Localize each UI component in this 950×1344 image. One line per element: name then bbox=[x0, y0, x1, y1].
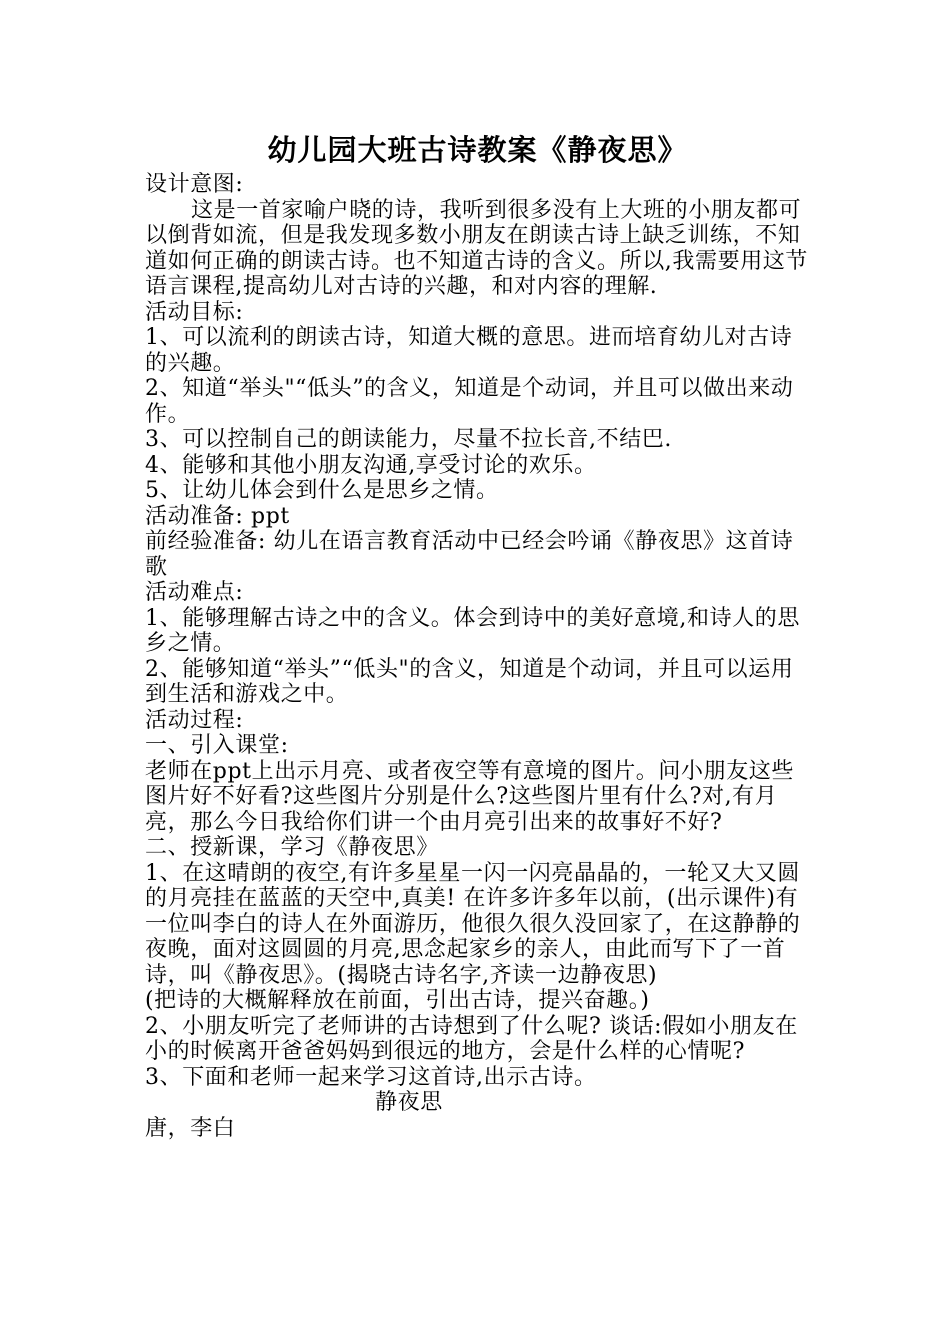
difficulty-item: 1、能够理解古诗之中的含义。体会到诗中的美好意境,和诗人的思乡之情。 bbox=[145, 605, 800, 656]
section-heading-difficulties: 活动难点: bbox=[145, 580, 244, 605]
goal-item: 5、让幼儿体会到什么是思乡之情。 bbox=[145, 478, 499, 503]
poem-title: 静夜思 bbox=[375, 1090, 443, 1115]
section-heading-design-intent: 设计意图: bbox=[145, 172, 244, 197]
poem-author: 唐，李白 bbox=[145, 1115, 236, 1141]
process-step-heading: 一、引入课堂: bbox=[145, 733, 289, 758]
process-step-heading: 二、授新课，学习《静夜思》 bbox=[145, 835, 439, 860]
document-title: 幼儿园大班古诗教案《静夜思》 bbox=[267, 133, 688, 167]
section-prior-experience: 前经验准备: 幼儿在语言教育活动中已经会吟诵《静夜思》这首诗歌 bbox=[145, 529, 794, 580]
process-paragraph: 2、小朋友听完了老师讲的古诗想到了什么呢? 谈话:假如小朋友在小的时候离开爸爸妈妈到很远的地方，会是什么样的心情呢? bbox=[145, 1013, 798, 1064]
paragraph-design-intent: 这是一首家喻户晓的诗，我听到很多没有上大班的小朋友都可以倒背如流，但是我发现多数小朋友在朗读古诗上缺乏训练，不知道如何正确的朗读古诗。也不知道古诗的含义。所以,我需要用这节语言课程,提高幼儿对古诗的兴趣，和对内容的理解. bbox=[145, 197, 808, 299]
process-paragraph: 老师在ppt上出示月亮、或者夜空等有意境的图片。问小朋友这些图片好不好看?这些图片分别是什么?这些图片里有什么?对,有月亮，那么今日我给你们讲一个由月亮引出来的故事好不好? bbox=[145, 758, 795, 835]
section-preparation: 活动准备: ppt bbox=[145, 503, 290, 529]
goal-item: 2、知道“举头"“低头”的含义，知道是个动词，并且可以做出来动作。 bbox=[145, 376, 794, 427]
goal-item: 1、可以流利的朗读古诗，知道大概的意思。进而培育幼儿对古诗的兴趣。 bbox=[145, 325, 793, 376]
process-paragraph: 1、在这晴朗的夜空,有许多星星一闪一闪亮晶晶的，一轮又大又圆的月亮挂在蓝蓝的天空中,真美! 在许多许多年以前，(出示课件)有一位叫李白的诗人在外面游历，他很久很久没回家了，在这静静的夜晚，面对这圆圆的月亮,思念起家乡的亲人，由此而写下了一首诗，叫《静夜思》。(揭晓古诗名字,齐读一边静夜思) bbox=[145, 860, 801, 988]
difficulty-item: 2、能够知道“举头”“低头"的含义，知道是个动词，并且可以运用到生活和游戏之中。 bbox=[145, 656, 794, 707]
goal-item: 3、可以控制自己的朗读能力，尽量不拉长音,不结巴. bbox=[145, 427, 672, 452]
goal-item: 4、能够和其他小朋友沟通,享受讨论的欢乐。 bbox=[145, 452, 597, 478]
section-heading-goals: 活动目标: bbox=[145, 299, 244, 325]
process-note: (把诗的大概解释放在前面，引出古诗，提兴奋趣。) bbox=[145, 988, 650, 1013]
section-heading-process: 活动过程: bbox=[145, 707, 244, 733]
process-paragraph: 3、下面和老师一起来学习这首诗,出示古诗。 bbox=[145, 1064, 597, 1090]
